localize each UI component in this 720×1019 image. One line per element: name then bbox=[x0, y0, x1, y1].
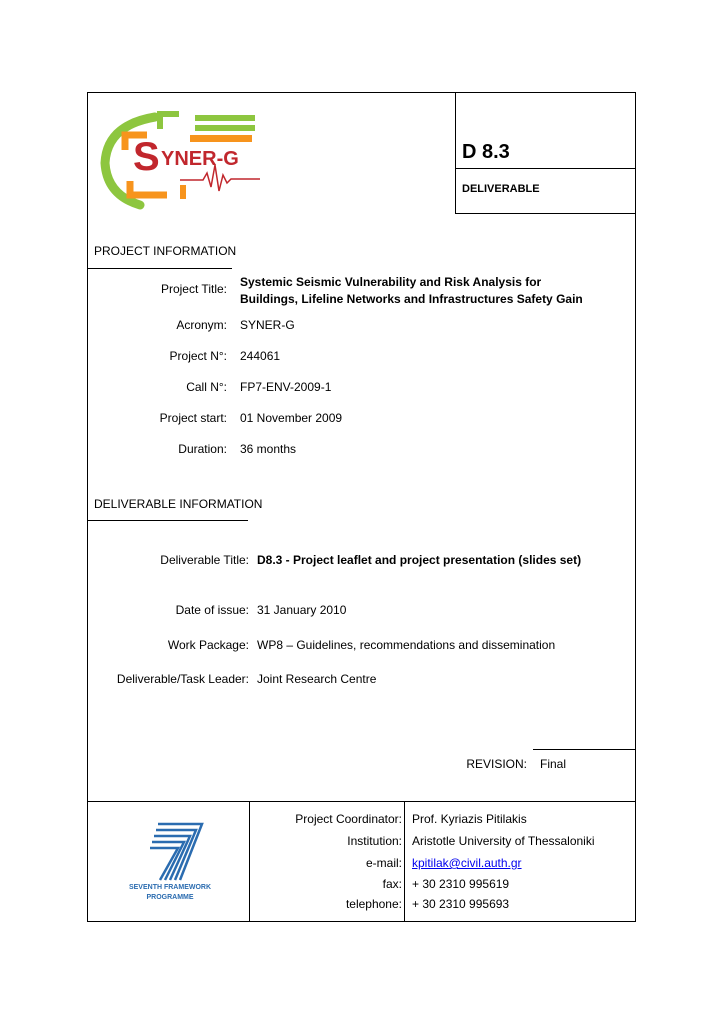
logo-green-bar-4 bbox=[195, 125, 255, 131]
project-number-label: Project N°: bbox=[169, 349, 227, 363]
frame-left bbox=[87, 92, 88, 922]
call-number-value: FP7-ENV-2009-1 bbox=[240, 380, 332, 394]
logo-letter-s: S bbox=[133, 135, 160, 179]
date-of-issue-label: Date of issue: bbox=[175, 603, 249, 617]
project-title-line2: Buildings, Lifeline Networks and Infrastructures Safety Gain bbox=[240, 292, 583, 306]
institution-value: Aristotle University of Thessaloniki bbox=[412, 834, 595, 848]
frame-top bbox=[87, 92, 636, 93]
footer-divider-1 bbox=[249, 801, 250, 921]
deliverable-label: DELIVERABLE bbox=[462, 183, 540, 195]
logo-orange-vert bbox=[180, 185, 186, 199]
telephone-label: telephone: bbox=[345, 897, 402, 911]
project-info-underline bbox=[87, 268, 232, 269]
deliverable-info-underline bbox=[87, 520, 248, 521]
call-number-label: Call N°: bbox=[186, 380, 227, 394]
project-title-line1: Systemic Seismic Vulnerability and Risk Analysis for bbox=[240, 275, 542, 289]
work-package-label: Work Package: bbox=[167, 638, 249, 652]
work-package-value: WP8 – Guidelines, recommendations and dissemination bbox=[257, 638, 556, 652]
revision-label: REVISION: bbox=[466, 757, 527, 771]
fax-value: + 30 2310 995619 bbox=[412, 877, 510, 891]
footer-divider-2 bbox=[404, 801, 405, 921]
deliverable-title-value: D8.3 - Project leaflet and project presentation (slides set) bbox=[257, 553, 582, 567]
duration-label: Duration: bbox=[178, 442, 227, 456]
footer-top bbox=[87, 801, 636, 802]
deliverable-info-heading: DELIVERABLE INFORMATION bbox=[94, 497, 263, 511]
frame-right bbox=[635, 92, 636, 922]
logo-orange-bar bbox=[190, 135, 252, 142]
project-number-value: 244061 bbox=[240, 349, 281, 363]
logo-green-bar-3 bbox=[195, 115, 255, 121]
logo-green-bar-2 bbox=[157, 111, 179, 117]
fp7-label-line1: SEVENTH FRAMEWORK bbox=[128, 884, 212, 891]
project-start-label: Project start: bbox=[159, 411, 227, 425]
project-title-label: Project Title: bbox=[160, 282, 227, 296]
logo-orange-bracket-bottom bbox=[130, 181, 167, 195]
coordinator-value: Prof. Kyriazis Pitilakis bbox=[412, 812, 527, 826]
acronym-label: Acronym: bbox=[176, 318, 227, 332]
coordinator-label: Project Coordinator: bbox=[295, 812, 402, 826]
header-divider-h bbox=[455, 168, 636, 169]
institution-label: Institution: bbox=[347, 834, 402, 848]
date-of-issue-value: 31 January 2010 bbox=[257, 603, 347, 617]
logo-wordmark: YNER-G bbox=[161, 148, 239, 170]
email-label: e-mail: bbox=[365, 856, 402, 870]
revision-line bbox=[533, 749, 636, 750]
acronym-value: SYNER-G bbox=[240, 318, 295, 332]
email-link[interactable]: kpitilak@civil.auth.gr bbox=[412, 856, 522, 870]
task-leader-value: Joint Research Centre bbox=[257, 672, 377, 686]
syner-g-logo bbox=[95, 105, 265, 210]
fp7-label-line2: PROGRAMME bbox=[146, 894, 194, 901]
task-leader-label: Deliverable/Task Leader: bbox=[116, 672, 249, 686]
duration-value: 36 months bbox=[240, 442, 297, 456]
fp7-logo bbox=[110, 818, 230, 908]
fax-label: fax: bbox=[382, 877, 402, 891]
telephone-value: + 30 2310 995693 bbox=[412, 897, 510, 911]
header-divider bbox=[455, 92, 456, 214]
project-info-heading: PROJECT INFORMATION bbox=[94, 244, 237, 258]
frame-bottom bbox=[87, 921, 636, 922]
header-bottom bbox=[455, 213, 636, 214]
deliverable-title-label: Deliverable Title: bbox=[160, 553, 249, 567]
project-start-value: 01 November 2009 bbox=[240, 411, 343, 425]
revision-value: Final bbox=[540, 757, 567, 771]
deliverable-id: D 8.3 bbox=[462, 141, 510, 163]
